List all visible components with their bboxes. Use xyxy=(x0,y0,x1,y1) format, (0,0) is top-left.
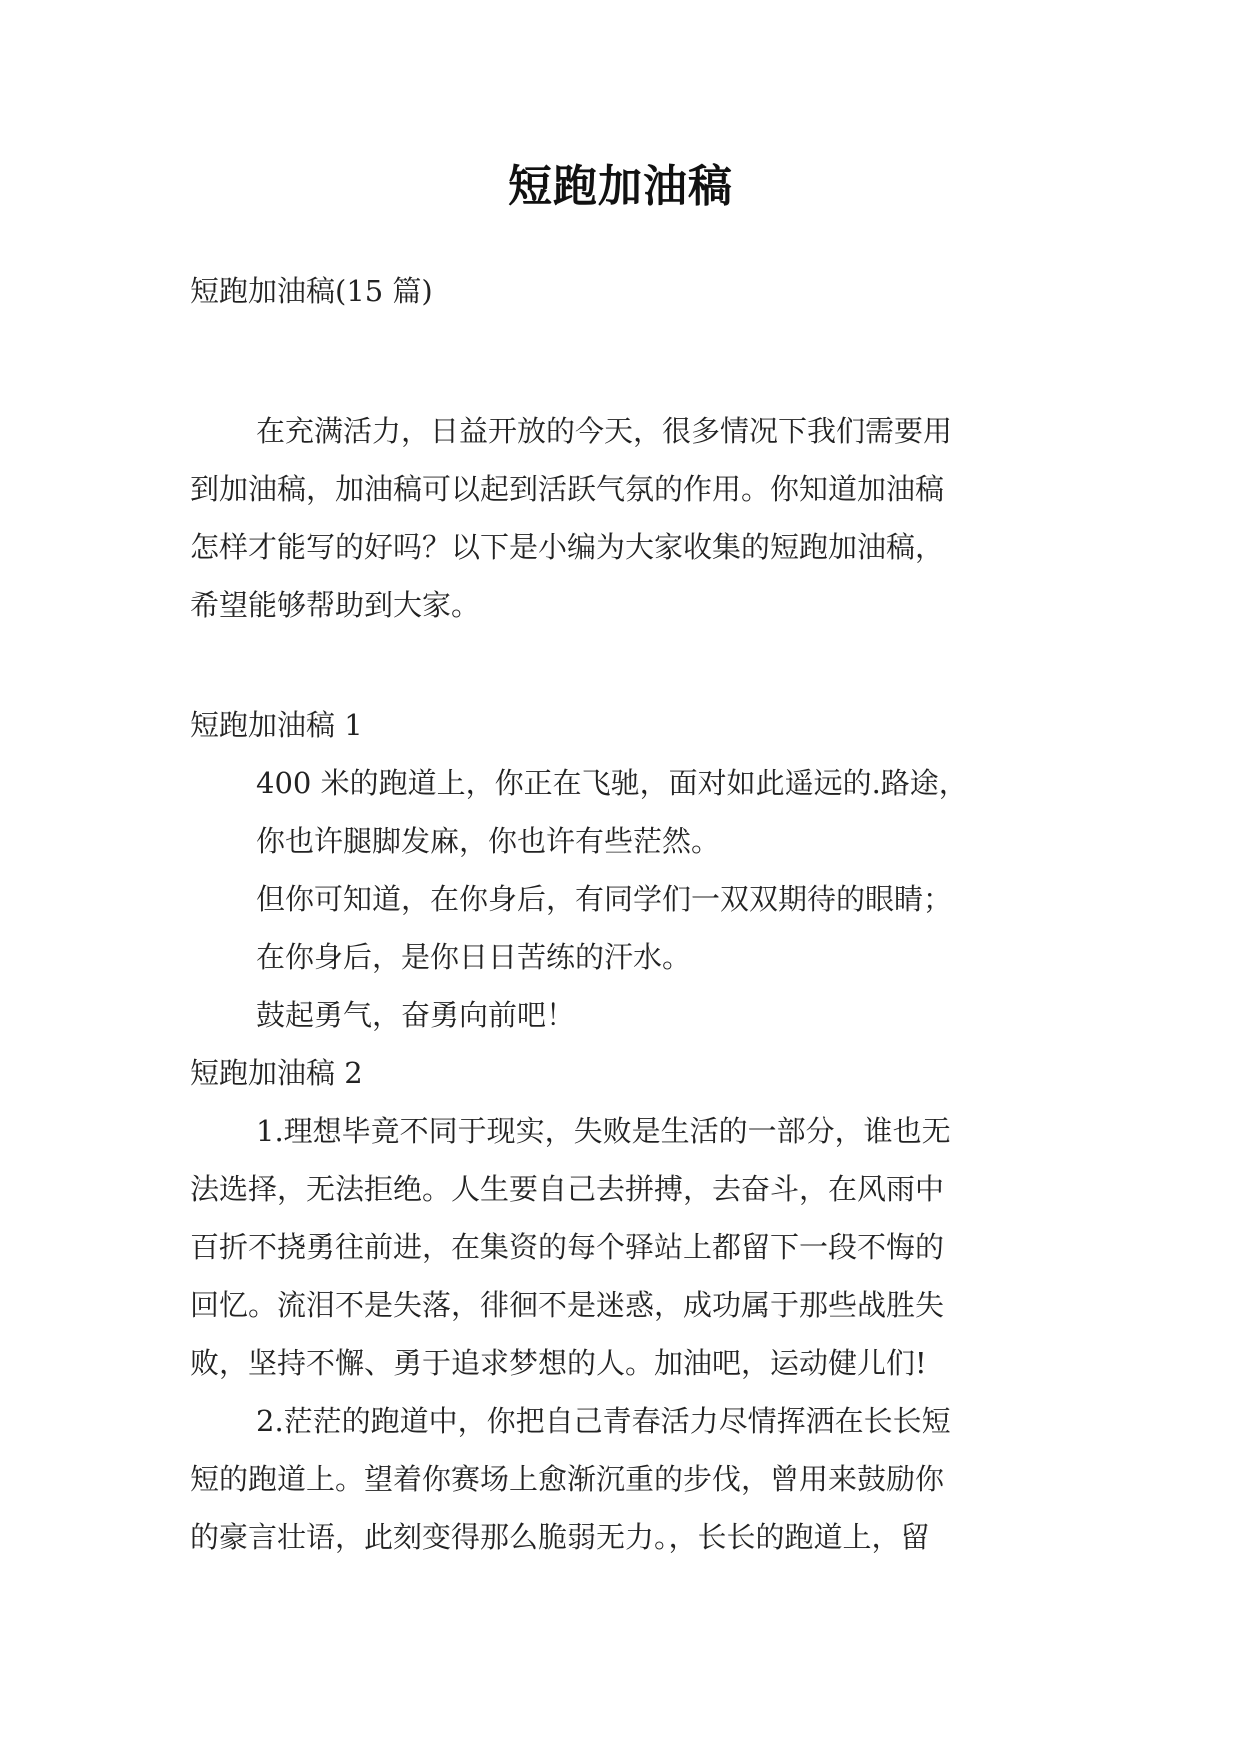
intro-line: 在充满活力，日益开放的今天，很多情况下我们需要用 xyxy=(256,414,953,448)
section-1-line: 鼓起勇气，奋勇向前吧！ xyxy=(256,998,576,1032)
section-1-line: 在你身后，是你日日苦练的汗水。 xyxy=(256,940,692,974)
intro-line: 到加油稿，加油稿可以起到活跃气氛的作用。你知道加油稿 xyxy=(190,472,945,506)
section-2-line: 短的跑道上。望着你赛场上愈渐沉重的步伐，曾用来鼓励你 xyxy=(190,1462,945,1496)
sections xyxy=(190,696,1070,1566)
section-1-line: 400 米的跑道上，你正在飞驰，面对如此遥远的.路途， xyxy=(256,766,968,800)
section-2-line: 回忆。流泪不是失落，徘徊不是迷惑，成功属于那些战胜失 xyxy=(190,1288,945,1322)
section-1-line: 但你可知道，在你身后，有同学们一双双期待的眼睛； xyxy=(256,882,953,916)
section-2-line: 百折不挠勇往前进，在集资的每个驿站上都留下一段不悔的 xyxy=(190,1230,945,1264)
document-subtitle: 短跑加油稿(15 篇) xyxy=(190,274,433,308)
intro-line: 怎样才能写的好吗？以下是小编为大家收集的短跑加油稿， xyxy=(190,530,945,564)
document-title: 短跑加油稿 xyxy=(508,161,733,212)
section-2-line: 2.茫茫的跑道中，你把自己青春活力尽情挥洒在长长短 xyxy=(256,1404,951,1438)
section-2-line: 败，坚持不懈、勇于追求梦想的人。加油吧，运动健儿们! xyxy=(190,1346,927,1380)
section-2-line: 1.理想毕竟不同于现实，失败是生活的一部分，谁也无 xyxy=(256,1114,951,1148)
section-heading-2: 短跑加油稿 2 xyxy=(190,1056,363,1090)
section-heading-1: 短跑加油稿 1 xyxy=(190,708,363,742)
section-1-line: 你也许腿脚发麻，你也许有些茫然。 xyxy=(256,824,721,858)
intro-line: 希望能够帮助到大家。 xyxy=(190,588,481,622)
section-2-line: 的豪言壮语，此刻变得那么脆弱无力。，长长的跑道上，留 xyxy=(190,1520,930,1554)
intro-paragraph xyxy=(190,402,1070,634)
section-2-line: 法选择，无法拒绝。人生要自己去拼搏，去奋斗，在风雨中 xyxy=(190,1172,945,1206)
